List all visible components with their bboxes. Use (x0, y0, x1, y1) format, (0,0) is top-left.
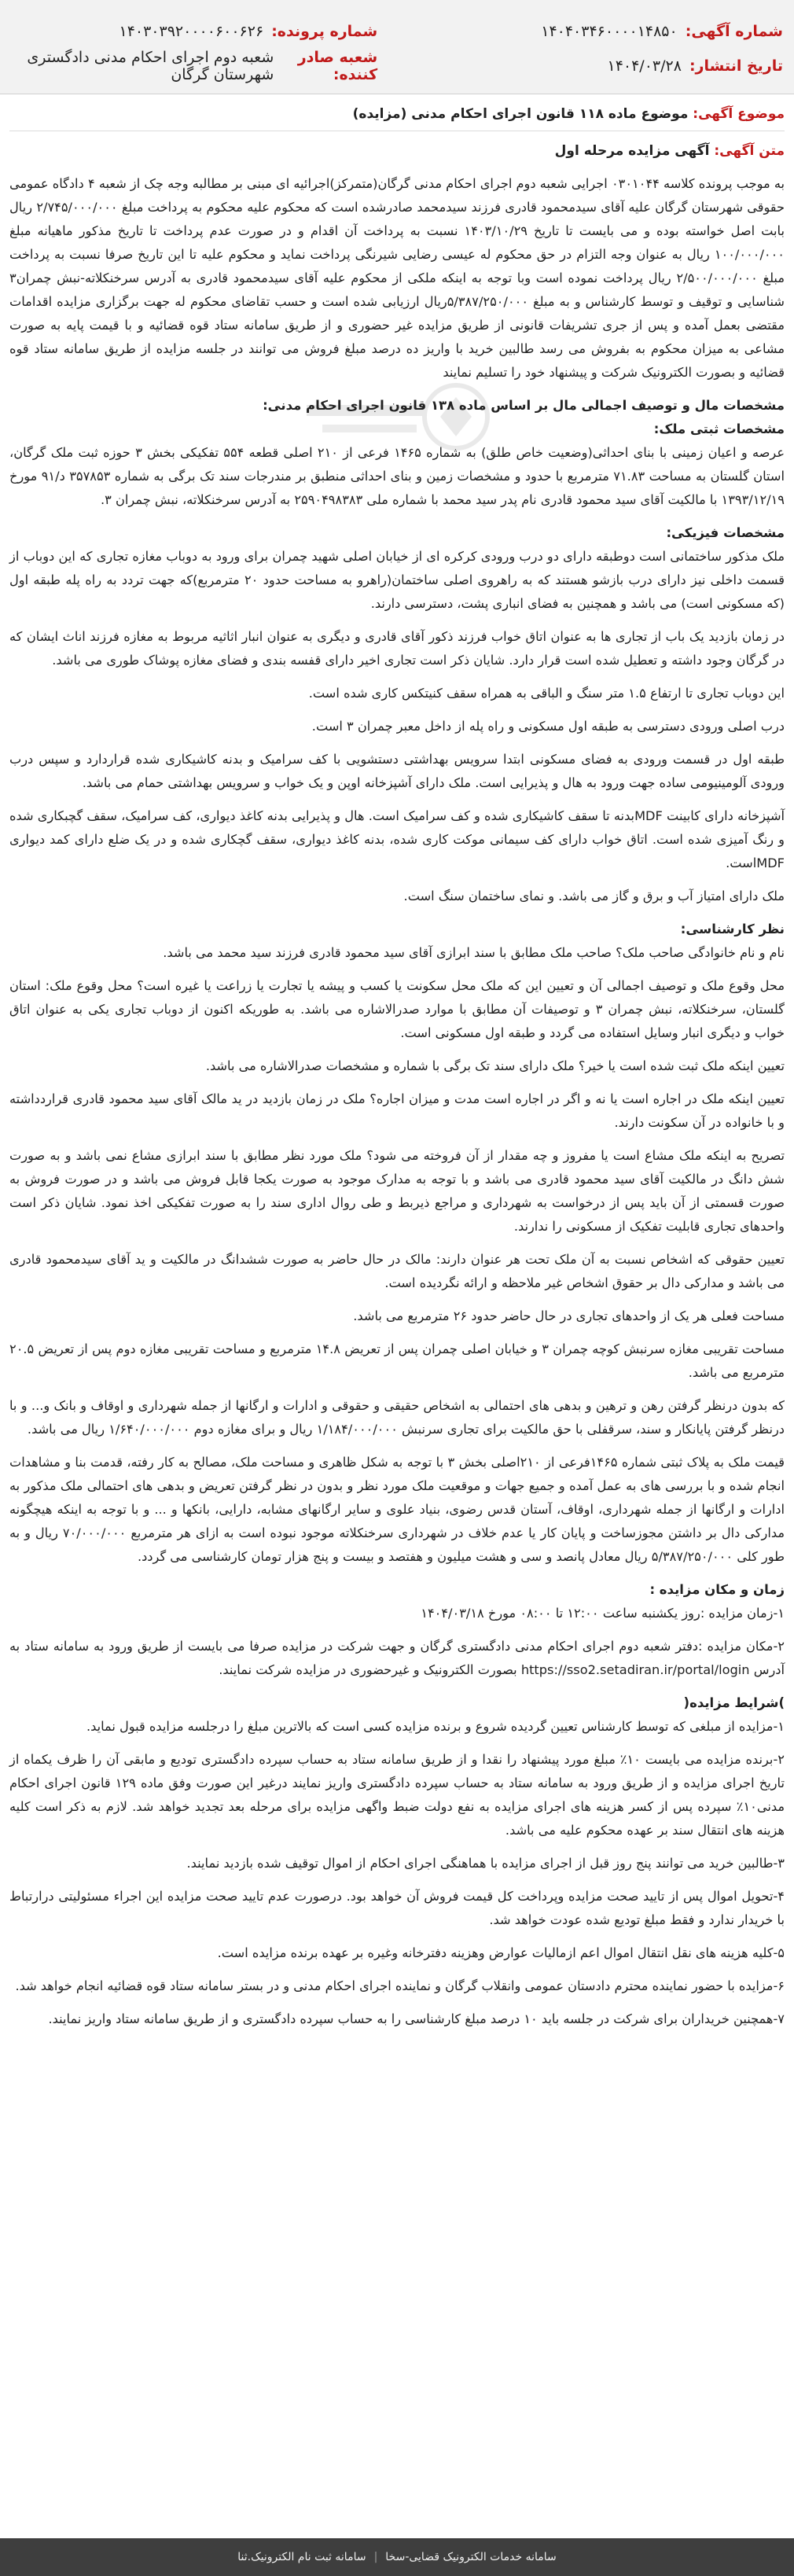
subject-line (9, 102, 785, 126)
place-paragraph: ۲-مکان مزایده :دفتر شعبه دوم اجرای احکام مدنی دادگستری گرگان و جهت شرکت در مزایده صرفا می بایست از طریق ورود به سامانه ستاد به آدرس https://sso2.setadiran.ir/portal/login بصورت الکترونیک و غیرحضوری در مزایده شرکت نمایند. (9, 1639, 785, 1677)
footer-link-sakha[interactable]: سامانه خدمات الکترونیک قضایی-سخا (385, 2551, 557, 2563)
terms-heading: )شرایط مزایده( (683, 1695, 785, 1710)
expert-heading: نظر کارشناسی: (680, 922, 785, 937)
expert-paragraph: تصریح به اینکه ملک مشاع است یا مفروز و چه مقدار از آن فروخته می شود؟ ملک مورد نظر مطابق با سند ابرازی مشاع نمی باشد و به صورت شش دانگ در مالکیت آقای سید محمود قادری می باشد و با توجه به مدارک موجود به صورت یکجا قابل فروش می باشد و در صورت فروش به صورت قسمتی از آن باید پس از درخواست به شهرداری و مراجع ذیربط و طی روال اداری سند را به صورت تفکیکی اخذ نمود. شایان ذکر است واحدهای تجاری قابلیت تفکیک از مسکونی را ندارند. (9, 1148, 785, 1234)
footer-separator: | (373, 2551, 378, 2563)
case-number-value: ۱۴۰۳۰۳۹۲۰۰۰۰۶۰۰۶۲۶ (119, 23, 264, 40)
expert-paragraph: تعیین اینکه ملک در اجاره است یا نه و اگر در اجاره است مدت و میزان اجاره؟ ملک در زمان بازدید در ید مالک آقای سید محمود قادری قراردداشته و با خانواده در آن سکونت دارند. (9, 1091, 785, 1130)
expert-paragraph: تعیین اینکه ملک ثبت شده است یا خیر؟ ملک دارای سند تک برگی با شماره و مشخصات صدرالاشاره می باشد. (205, 1058, 785, 1073)
expert-paragraph: محل وقوع ملک و توصیف اجمالی آن و تعیین این که ملک محل سکونت یا کسب و پیشه یا تجارت یا زراعت یا غیره است؟ محل وقوع ملک: استان گلستان، سرخنکلاته، نبش چمران ۳ و توصیفات آن مطابق با موارد صدرالاشاره می باشد. به طوریکه اکنون از دوباب تجاری یکی به عنوان اتاق خواب و دیگری انبار وسایل استفاده می گردد و طبقه اول مسکونی است. (9, 978, 785, 1040)
expert-paragraph: نام و نام خانوادگی صاحب ملک؟ صاحب ملک مطابق با سند ابرازی آقای سید محمود قادری فرزند سید محمد می باشد. (163, 945, 785, 960)
expert-paragraph: که بدون درنظر گرفتن رهن و ترهین و بدهی های احتمالی به اشخاص حقیقی و حقوقی و ادارات و ارگانها از جمله شهرداری و اوقاف و بانک و... و با درنظر گرفتن پایانکار و سند، سرقفلی با حق مالکیت برای تجاری سرنبش ۱/۱۸۴/۰۰۰/۰۰۰ ریال و برای مغازه دوم ۱/۶۴۰/۰۰۰/۰۰۰ ریال می باشد. (9, 1398, 785, 1437)
physical-paragraph: ملک دارای امتیاز آب و برق و گاز می باشد. و نمای ساختمان سنگ است. (403, 889, 785, 903)
issuer (11, 49, 377, 83)
issuer-label: شعبه صادر کننده: (297, 49, 378, 83)
physical-heading: مشخصات فیزیکی: (666, 525, 785, 540)
term-item: ۵-کلیه هزینه های نقل انتقال اموال اعم ازمالیات عوارض وهزینه دفترخانه وغیره بر عهده برنده مزایده است. (217, 1945, 785, 1960)
physical-paragraph: درب اصلی ورودی دسترسی به طبقه اول مسکونی و راه پله از داخل معبر چمران ۳ است. (311, 719, 785, 734)
specs-heading: مشخصات مال و توصیف اجمالی مال بر اساس ماده ۱۳۸ قانون اجرای احکام مدنی: (263, 398, 785, 413)
body-title: آگهی مزایده مرحله اول (554, 143, 710, 159)
ad-header (0, 0, 794, 94)
issuer-value: شعبه دوم اجرای احکام مدنی دادگستری شهرستان گرگان (27, 49, 274, 83)
time-paragraph: ۱-زمان مزایده :روز یکشنبه ساعت ۱۲:۰۰ تا ۰۸:۰۰ مورخ ۱۴۰۴/۰۳/۱۸ (421, 1606, 785, 1621)
intro-paragraph: به موجب پرونده کلاسه ۰۳۰۱۰۴۴ اجرایی شعبه دوم اجرای احکام مدنی گرگان(متمرکز)اجرائیه ای مبنی بر مطالبه وجه چک از شعبه ۴ دادگاه عمومی حقوقی شهرستان گرگان علیه آقای سیدمحمود قادری فرزند سیدمحمد صادرشده است که محکوم علیه محکوم به پرداخت مبلغ ۲/۷۴۵/۰۰۰/۰۰۰ ریال بابت اصل خواسته بوده و می بایست تا تاریخ ۱۴۰۳/۱۰/۲۹ نسبت به پرداخت آن اقدام و در صورت عدم پرداخت تا تاریخ مذکور ماهیانه مبلغ ۱۰۰/۰۰۰/۰۰۰ ریال به عنوان وجه التزام در حق محکوم له عیسی رضایی شیرنگی پرداخت نماید و محکوم علیه تا این تاریخ صرفا نسبت به پرداخت مبلغ ۲/۵۰۰/۰۰۰/۰۰۰ ریال پرداخت نموده است وبا توجه به اینکه ملکی از محکوم علیه آقای سیدمحمود قادری به آدرس سرخنکلاته-نبش چمران۳ شناسایی و توقیف و توسط کارشناس و به مبلغ ۵/۳۸۷/۲۵۰/۰۰۰ریال ارزیابی شده است و حسب تقاضای محکوم له جهت برگزاری مزایده اقدامات مقتضی بعمل آمده و پس از جری تشریفات قانونی از طریق مزایده غیر حضوری و از طریق سامانه ستاد قوه قضائیه و با قیمت پایه به صورت مشاعی به میزان محکوم به بفروش می رسد طالبین خرید با واریز ده درصد مبلغ فروش می توانند در جلسه مزایده از طریق سامانه ستاد قوه قضائیه و بصورت الکترونیک شرکت و پیشنهاد خود را تسلیم نمایند (9, 176, 785, 380)
footer-bar (0, 2538, 794, 2576)
subject-text: موضوع ماده ۱۱۸ قانون اجرای احکام مدنی (مزایده) (352, 106, 689, 122)
body-label: متن آگهی: (714, 143, 785, 159)
ad-content (9, 102, 785, 2041)
case-number (11, 23, 377, 40)
physical-paragraph: ملک مذکور ساختمانی است دوطبقه دارای دو درب ورودی کرکره ای از خیابان اصلی شهید چمران برای ورود به دوباب مغازه تجاری که این دوباب از قسمت داخلی نیز دارای درب بازشو هستند که به راهروی اصلی ساختمان(راهرو به مساحت حدود ۲۰ مترمربع)که جهت تردد به راه پله طبقه اول (که مسکونی است) می باشد و همچنین به فضای انباری پشت، دسترسی دارند. (9, 549, 785, 611)
term-item: ۷-همچنین خریداران برای شرکت در جلسه باید ۱۰ درصد مبلغ کارشناسی را به حساب سپرده دادگستری و از طریق سامانه ستاد واریز نمایند. (48, 2011, 785, 2026)
expert-paragraph: تعیین حقوقی که اشخاص نسبت به آن ملک تحت هر عنوان دارند: مالک در حال حاضر به صورت ششدانگ در مالکیت و ید آقای سیدمحمود قادری می باشد و مدارکی دال بر حقوق اشخاص غیر ملاحظه و ارائه نگردیده است. (9, 1252, 785, 1290)
ad-number-value: ۱۴۰۴۰۳۴۶۰۰۰۰۱۴۸۵۰ (541, 23, 678, 40)
ad-number-label: شماره آگهی: (685, 23, 783, 40)
case-number-label: شماره پرونده: (271, 23, 378, 40)
term-item: ۴-تحویل اموال پس از تایید صحت مزایده وپرداخت کل قیمت فروش آن خواهد بود. درصورت عدم تایید صحت مزایده این اجراء مسئولیتی درارتباط با خریدار ندارد و فقط مبلغ تودیع شده عودت خواهد شد. (9, 1889, 785, 1927)
physical-paragraph: آشپزخانه دارای کابینت MDFبدنه تا سقف کاشیکاری شده و کف سرامیک است. هال و پذیرایی بدنه کاغذ دیواری، کف سرامیک، سقف گچبکاری شده و رنگ آمیزی شده است. اتاق خواب دارای کف سیمانی موکت کاری شده، بدنه کاغذ دیواری، سقف گچکاری شده و در یک ضلع دارای کمد دیواری MDFاست. (9, 808, 785, 870)
subject-label: موضوع آگهی: (693, 106, 785, 122)
physical-paragraph: در زمان بازدید یک باب از تجاری ها به عنوان اتاق خواب فرزند ذکور آقای قادری و دیگری به عنوان انبار اثاثیه مربوط به مغازه فرزند اناث ایشان که در گرگان وجود داشته و تعطیل شده است قرار دارد. شایان ذکر است تجاری اخیر دارای قفسه بندی و فضای مغازه پوشاک طوری می باشد. (9, 629, 785, 668)
time-heading: زمان و مکان مزایده : (649, 1582, 785, 1597)
registry-paragraph: عرصه و اعیان زمینی با بنای احداثی(وضعیت خاص طلق) به شماره ۱۴۶۵ فرعی از ۲۱۰ اصلی قطعه ۵۵۴ تفکیکی بخش ۳ حوزه ثبت ملک گرگان، استان گلستان به مساحت ۷۱.۸۳ مترمربع با حدود و مشخصات زمین و بنای احداثی منطبق بر مندرجات سند تک برگی به شماره ۳۵۷۸۵۳ د/۹۱ مورخ ۱۳۹۳/۱۲/۱۹ با مالکیت آقای سید محمود قادری نام پدر سید محمد با شماره ملی ۲۵۹۰۴۹۸۳۸۳ به آدرس سرخنکلاته، نبش چمران ۳. (9, 445, 785, 507)
term-item: ۶-مزایده با حضور نماینده محترم دادستان عمومی وانقلاب گرگان و نماینده اجرای احکام مدنی و در بستر سامانه ستاد قوه قضائیه انجام خواهد شد. (15, 1978, 785, 1993)
expert-paragraph: مساحت فعلی هر یک از واحدهای تجاری در حال حاضر حدود ۲۶ مترمربع می باشد. (353, 1308, 785, 1323)
physical-paragraph: این دوباب تجاری تا ارتفاع ۱.۵ متر سنگ و الباقی به همراه سقف کنیتکس کاری شده است. (308, 686, 785, 701)
body-title-line (9, 139, 785, 163)
footer-link-sana[interactable]: سامانه ثبت نام الکترونیک.ثنا (237, 2551, 366, 2563)
publish-date-value: ۱۴۰۴/۰۳/۲۸ (607, 57, 682, 75)
term-item: ۱-مزایده از مبلغی که توسط کارشناس تعیین گردیده شروع و برنده مزایده کسی است که بالاترین مبلغ را درجلسه مزایده قبول نماید. (86, 1719, 785, 1734)
physical-paragraph: طبقه اول در قسمت ورودی به فضای مسکونی ابتدا سرویس بهداشتی دستشویی با کف سرامیک و بدنه کاشیکاری شده قراردارد و سپس درب ورودی آلومینیومی ساده جهت ورود به هال و پذیرایی است. ملک دارای آشپزخانه اوپن و یک خواب و سرویس بهداشتی حمام می باشد. (9, 752, 785, 790)
publish-date-label: تاریخ انتشار: (689, 57, 783, 75)
registry-heading: مشخصات ثبتی ملک: (653, 421, 785, 436)
ad-number (377, 23, 783, 40)
term-item: ۳-طالبین خرید می توانند پنج روز قبل از اجرای مزایده با هماهنگی اجرای احکام از اموال توقیف شده بازدید نمایند. (186, 1856, 785, 1871)
expert-paragraph: مساحت تقریبی مغازه سرنبش کوچه چمران ۳ و خیابان اصلی چمران پس از تعریض ۱۴.۸ مترمربع و مساحت تقریبی مغازه دوم پس از تعریض ۲۰.۵ مترمربع می باشد. (9, 1341, 785, 1380)
publish-date (377, 57, 783, 75)
expert-paragraph: قیمت ملک به پلاک ثبتی شماره ۱۴۶۵فرعی از ۲۱۰اصلی بخش ۳ با توجه به شکل ظاهری و مساحت ملک، مصالح به کار رفته، قدمت بنا و مشاهدات انجام شده و با بررسی های به عمل آمده و جمیع جهات و موقعیت ملک مورد نظر و بدون در نظر گرفتن تعریض و بدهی های احتمالی ملک مذکور به ادارات و ارگانها از جمله شهرداری، اوقاف، آستان قدس رضوی، بنیاد علوی و سایر ارگانهای مشابه، دارایی، بانکها و ... و با توجه به اینکه هیچگونه مدارکی دال بر داشتن مجوزساخت و پایان کار یا عدم خلاف در شهرداری سرخنکلاته موجود نبوده است به ازای هر مترمربع ۷۰/۰۰۰/۰۰۰ ریال و به طور کلی ۵/۳۸۷/۲۵۰/۰۰۰ ریال معادل پانصد و سی و هشت میلیون و هفتصد و بیست و پنج هزار تومان کارشناسی می گردد. (9, 1455, 785, 1564)
term-item: ۲-برنده مزایده می بایست ۱۰٪ مبلغ مورد پیشنهاد را نقدا و از طریق سامانه ستاد به حساب سپرده دادگستری تودیع و مابقی آن را ظرف یکماه از تاریخ اجرای مزایده و از طریق ورود به سامانه ستاد به حساب سپرده دادگستری واریز نمایند درغیر این صورت وفق ماده ۱۲۹ قانون اجرای احکام مدنی۱۰٪ سپرده پس از کسر هزینه های اجرای مزایده به نفع دولت ضبط واگهی مزایده برای مرحله بعد تجدید خواهد شد. لازم به ذکر است کلیه هزینه های انتقال سند بر عهده محکوم علیه می باشد. (9, 1752, 785, 1838)
